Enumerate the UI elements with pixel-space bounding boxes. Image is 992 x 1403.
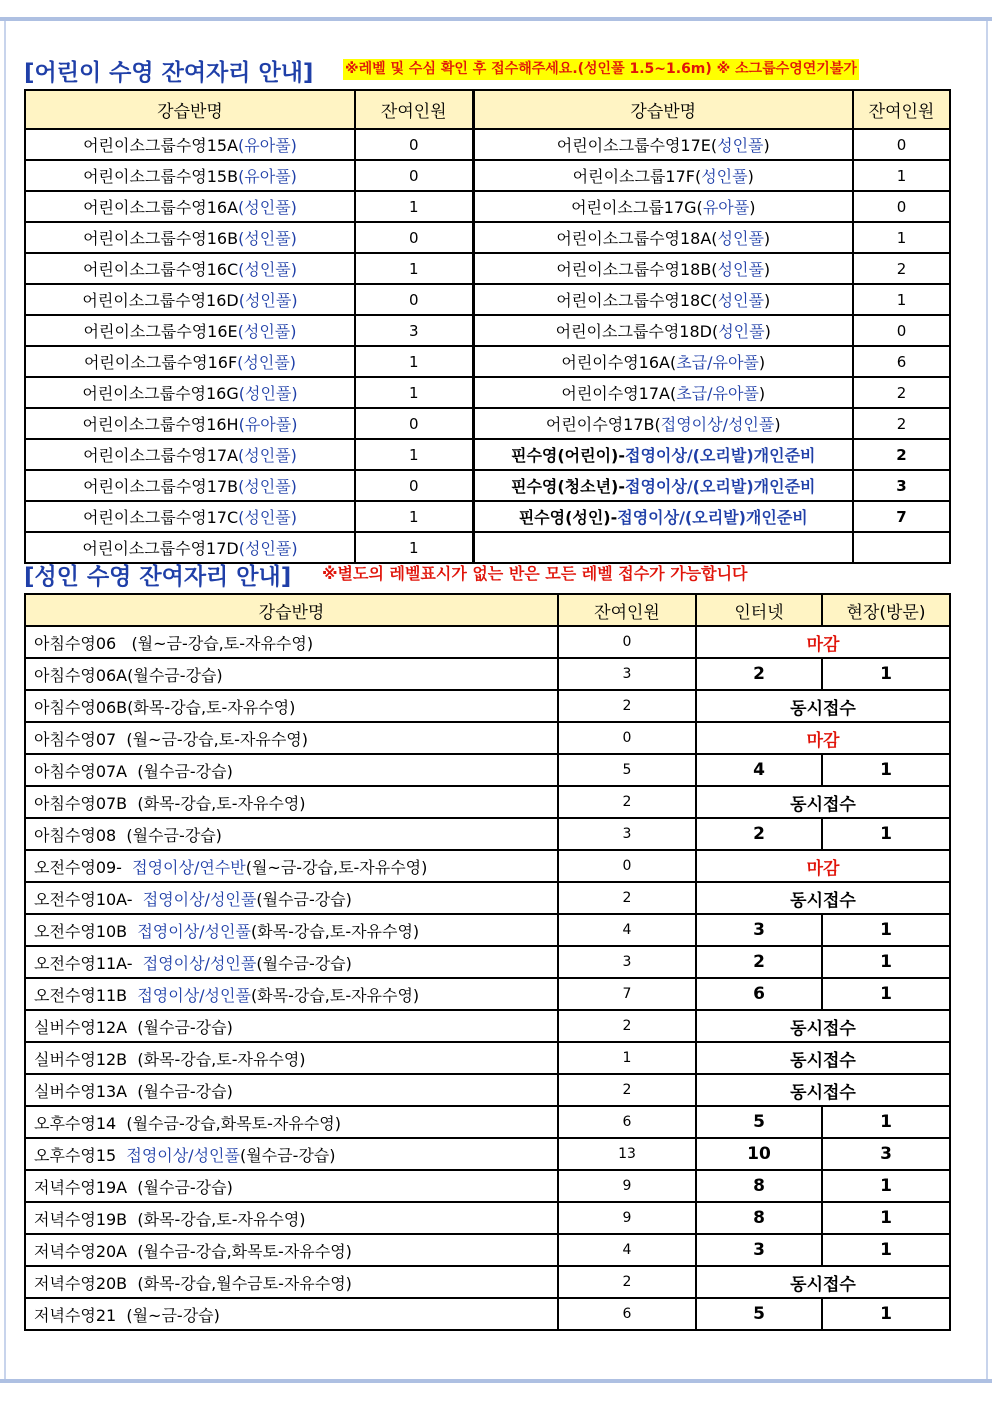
class-name: 어린이소그룹17G( xyxy=(571,198,703,217)
class-name-cell xyxy=(25,722,558,754)
left-border xyxy=(4,21,6,1379)
class-name-cell xyxy=(25,658,558,690)
class-name: 오전수영11B xyxy=(34,985,138,1005)
pool-label: (유아풀) xyxy=(238,167,297,186)
onsite-cell: 1 xyxy=(822,1298,950,1330)
remaining-cell: 2 xyxy=(853,439,950,470)
remaining-cell: 0 xyxy=(853,315,950,346)
class-name: 어린이수영16A( xyxy=(561,353,677,372)
remaining-cell: 9 xyxy=(558,1202,696,1234)
level-label: 접영이상/성인풀 xyxy=(137,921,251,941)
pool-label: (성인풀) xyxy=(238,477,297,496)
class-name: 오전수영11A- xyxy=(34,953,143,973)
header-remaining: 잔여인원 xyxy=(355,90,473,129)
class-name-cell xyxy=(25,1298,558,1330)
class-name-cell xyxy=(25,315,355,346)
remaining-cell: 1 xyxy=(355,501,473,532)
class-name: 어린이소그룹수영17D xyxy=(82,539,239,558)
internet-cell: 2 xyxy=(696,946,822,978)
onsite-cell: 3 xyxy=(822,1138,950,1170)
pool-label: (성인풀) xyxy=(238,446,297,465)
kids-section-note: ※레벨 및 수심 확인 후 접수해주세요.(성인풀 1.5~1.6m) ※ 소그룹수영연기불가 xyxy=(343,59,859,80)
class-name: 핀수영(성인)- xyxy=(518,508,618,527)
class-name-suffix: ) xyxy=(764,291,771,310)
table-row xyxy=(25,1266,950,1298)
table-row xyxy=(25,722,950,754)
class-name: 어린이소그룹수영18B( xyxy=(556,260,718,279)
onsite-cell: 1 xyxy=(822,1106,950,1138)
remaining-cell: 13 xyxy=(558,1138,696,1170)
status-cell: 마감 xyxy=(696,850,950,882)
remaining-cell: 6 xyxy=(558,1106,696,1138)
internet-cell: 3 xyxy=(696,914,822,946)
table-row xyxy=(25,786,950,818)
remaining-cell: 7 xyxy=(853,501,950,532)
remaining-cell: 1 xyxy=(355,532,473,563)
class-name-suffix: ) xyxy=(758,384,766,403)
class-name-cell xyxy=(25,1042,558,1074)
onsite-cell: 1 xyxy=(822,754,950,786)
class-name: 어린이소그룹수영16B xyxy=(83,229,239,248)
remaining-cell: 6 xyxy=(853,346,950,377)
table-row xyxy=(25,1138,950,1170)
onsite-cell: 1 xyxy=(822,1170,950,1202)
class-name: 어린이소그룹수영17E( xyxy=(556,136,718,155)
level-label: 접영이상/성인풀 xyxy=(142,953,257,973)
class-name-cell xyxy=(473,439,853,470)
onsite-cell: 1 xyxy=(822,978,950,1010)
remaining-cell: 2 xyxy=(853,377,950,408)
level-label: 성인풀 xyxy=(717,291,765,310)
onsite-cell: 1 xyxy=(822,818,950,850)
remaining-cell: 3 xyxy=(355,315,473,346)
level-label: 성인풀 xyxy=(717,136,764,155)
internet-cell: 2 xyxy=(696,818,822,850)
class-name-cell xyxy=(473,315,853,346)
class-name-suffix: ) xyxy=(764,322,771,341)
table-row xyxy=(25,1234,950,1266)
remaining-cell: 1 xyxy=(355,377,473,408)
schedule-label: (화목-강습,토-자유수영) xyxy=(250,985,420,1005)
class-name-cell xyxy=(25,978,558,1010)
table-row xyxy=(25,882,950,914)
level-label: 성인풀 xyxy=(717,260,764,279)
status-cell: 동시접수 xyxy=(696,690,950,722)
class-name-cell xyxy=(473,284,853,315)
class-name-cell xyxy=(473,532,853,563)
adult-vacancy-table xyxy=(24,593,951,1331)
kids-section-title: [어린이 수영 잔여자리 안내] xyxy=(24,60,314,86)
class-name: 어린이소그룹수영18A( xyxy=(556,229,718,248)
class-name: 아침수영06 (월~금-강습,토-자유수영) xyxy=(34,633,314,653)
class-name: 아침수영08 (월수금-강습) xyxy=(34,825,222,845)
table-row xyxy=(25,1042,950,1074)
onsite-cell: 1 xyxy=(822,658,950,690)
header-remaining: 잔여인원 xyxy=(558,594,696,626)
level-label: 접영이상/성인풀 xyxy=(137,985,251,1005)
level-label: 초급/유아풀 xyxy=(676,384,759,403)
remaining-cell: 2 xyxy=(853,253,950,284)
table-row xyxy=(25,129,950,160)
class-name-cell xyxy=(25,690,558,722)
class-name: 아침수영06B(화목-강습,토-자유수영) xyxy=(34,697,296,717)
table-row xyxy=(25,754,950,786)
class-name: 어린이소그룹수영16C xyxy=(82,260,239,279)
class-name: 어린이소그룹수영16D xyxy=(82,291,239,310)
remaining-cell: 0 xyxy=(558,722,696,754)
level-label: 초급/유아풀 xyxy=(676,353,759,372)
pool-label: (성인풀) xyxy=(237,353,297,372)
header-class: 강습반명 xyxy=(25,594,558,626)
class-name-cell xyxy=(25,818,558,850)
remaining-cell: 2 xyxy=(558,1074,696,1106)
class-name-cell xyxy=(473,222,853,253)
pool-label: (성인풀) xyxy=(238,508,298,527)
class-name-cell xyxy=(25,946,558,978)
remaining-cell: 0 xyxy=(355,160,473,191)
remaining-cell: 1 xyxy=(558,1042,696,1074)
class-name: 아침수영07B (화목-강습,토-자유수영) xyxy=(34,793,306,813)
internet-cell: 6 xyxy=(696,978,822,1010)
internet-cell: 8 xyxy=(696,1202,822,1234)
level-label: 성인풀 xyxy=(717,229,764,248)
class-name-cell xyxy=(25,439,355,470)
onsite-cell: 1 xyxy=(822,946,950,978)
remaining-cell: 3 xyxy=(558,946,696,978)
status-cell: 동시접수 xyxy=(696,1010,950,1042)
remaining-cell: 0 xyxy=(355,470,473,501)
adult-header-row xyxy=(25,594,950,626)
remaining-cell: 4 xyxy=(558,1234,696,1266)
internet-cell: 10 xyxy=(696,1138,822,1170)
class-name: 저녁수영19A (월수금-강습) xyxy=(34,1177,233,1197)
pool-label: (성인풀) xyxy=(238,384,298,403)
class-name: 어린이소그룹수영16F xyxy=(83,353,238,372)
class-name: 핀수영(어린이)- xyxy=(510,446,625,465)
class-name-cell xyxy=(473,253,853,284)
table-row xyxy=(25,1170,950,1202)
class-name: 아침수영06A(월수금-강습) xyxy=(34,665,223,685)
class-name-cell xyxy=(25,408,355,439)
class-name-cell xyxy=(25,882,558,914)
class-name-cell xyxy=(25,346,355,377)
remaining-cell: 0 xyxy=(853,191,950,222)
class-name: 핀수영(청소년)- xyxy=(510,477,625,496)
table-row xyxy=(25,690,950,722)
status-cell: 동시접수 xyxy=(696,882,950,914)
class-name: 어린이소그룹17F( xyxy=(572,167,702,186)
class-name: 어린이소그룹수영16E xyxy=(83,322,238,341)
class-name-cell xyxy=(473,346,853,377)
remaining-cell: 0 xyxy=(853,129,950,160)
table-row xyxy=(25,914,950,946)
table-row xyxy=(25,1106,950,1138)
internet-cell: 4 xyxy=(696,754,822,786)
table-row xyxy=(25,978,950,1010)
schedule-label: (월수금-강습) xyxy=(239,1145,336,1165)
class-name: 저녁수영21 (월~금-강습) xyxy=(34,1305,220,1325)
class-name-cell xyxy=(25,1138,558,1170)
table-row xyxy=(25,377,950,408)
remaining-cell: 2 xyxy=(853,408,950,439)
remaining-cell: 1 xyxy=(355,253,473,284)
class-name-cell xyxy=(25,377,355,408)
remaining-cell: 3 xyxy=(558,818,696,850)
remaining-cell: 7 xyxy=(558,978,696,1010)
pool-label: (유아풀) xyxy=(238,415,298,434)
remaining-cell: 1 xyxy=(853,160,950,191)
class-name-suffix: ) xyxy=(774,415,781,434)
internet-cell: 8 xyxy=(696,1170,822,1202)
status-cell: 동시접수 xyxy=(696,1042,950,1074)
table-row xyxy=(25,160,950,191)
remaining-cell: 5 xyxy=(558,754,696,786)
level-label: 접영이상/(오리발)개인준비 xyxy=(625,446,816,465)
remaining-cell: 4 xyxy=(558,914,696,946)
class-name-cell xyxy=(25,914,558,946)
class-name: 실버수영13A (월수금-강습) xyxy=(34,1081,233,1101)
class-name: 저녁수영19B (화목-강습,토-자유수영) xyxy=(34,1209,306,1229)
class-name: 어린이소그룹수영18D( xyxy=(555,322,719,341)
table-row xyxy=(25,1010,950,1042)
table-row xyxy=(25,439,950,470)
table-row xyxy=(25,470,950,501)
class-name-cell xyxy=(473,408,853,439)
pool-label: (성인풀) xyxy=(238,260,298,279)
class-name: 어린이소그룹수영18C( xyxy=(556,291,718,310)
schedule-label: (월수금-강습) xyxy=(256,953,352,973)
class-name-cell xyxy=(473,377,853,408)
class-name: 오전수영09- xyxy=(34,857,133,877)
class-name: 어린이수영17A( xyxy=(561,384,677,403)
class-name-cell xyxy=(473,501,853,532)
pool-label: (성인풀) xyxy=(238,198,297,217)
class-name-cell xyxy=(25,253,355,284)
table-row xyxy=(25,191,950,222)
table-row xyxy=(25,346,950,377)
kids-vacancy-table xyxy=(24,89,951,564)
remaining-cell: 2 xyxy=(558,882,696,914)
remaining-cell: 2 xyxy=(558,690,696,722)
remaining-cell: 2 xyxy=(558,1010,696,1042)
class-name-cell xyxy=(25,754,558,786)
header-class: 강습반명 xyxy=(473,90,853,129)
remaining-cell: 1 xyxy=(853,284,950,315)
class-name: 실버수영12A (월수금-강습) xyxy=(34,1017,233,1037)
remaining-cell: 0 xyxy=(355,222,473,253)
remaining-cell: 0 xyxy=(558,850,696,882)
class-name-cell xyxy=(25,191,355,222)
class-name-cell xyxy=(25,1010,558,1042)
class-name: 어린이소그룹수영17B xyxy=(83,477,239,496)
class-name: 어린이소그룹수영16A xyxy=(83,198,239,217)
remaining-cell: 0 xyxy=(355,129,473,160)
level-label: 접영이상/성인풀 xyxy=(660,415,775,434)
header-onsite: 현장(방문) xyxy=(822,594,950,626)
internet-cell: 2 xyxy=(696,658,822,690)
table-row xyxy=(25,946,950,978)
class-name-cell xyxy=(25,1234,558,1266)
table-row xyxy=(25,818,950,850)
table-row xyxy=(25,253,950,284)
table-row xyxy=(25,626,950,658)
class-name: 오후수영15 xyxy=(34,1145,127,1165)
class-name-suffix: ) xyxy=(763,260,771,279)
table-row xyxy=(25,1202,950,1234)
schedule-label: (월~금-강습,토-자유수영) xyxy=(245,857,428,877)
remaining-cell: 1 xyxy=(355,191,473,222)
class-name-cell xyxy=(25,1106,558,1138)
internet-cell: 3 xyxy=(696,1234,822,1266)
class-name-cell xyxy=(473,470,853,501)
remaining-cell: 3 xyxy=(853,470,950,501)
class-name: 어린이소그룹수영15A xyxy=(83,136,239,155)
table-row xyxy=(25,658,950,690)
remaining-cell: 1 xyxy=(355,439,473,470)
class-name: 어린이소그룹수영15B xyxy=(83,167,239,186)
class-name: 아침수영07A (월수금-강습) xyxy=(34,761,233,781)
status-cell: 동시접수 xyxy=(696,786,950,818)
pool-label: (성인풀) xyxy=(237,322,297,341)
class-name-suffix: ) xyxy=(749,198,756,217)
remaining-cell: 2 xyxy=(558,1266,696,1298)
class-name-cell xyxy=(25,786,558,818)
table-row xyxy=(25,315,950,346)
level-label: 접영이상/연수반 xyxy=(132,857,246,877)
level-label: 성인풀 xyxy=(718,322,765,341)
class-name-cell xyxy=(25,1202,558,1234)
class-name-suffix: ) xyxy=(758,353,766,372)
remaining-cell: 2 xyxy=(558,786,696,818)
table-row xyxy=(25,1074,950,1106)
class-name-cell xyxy=(25,470,355,501)
remaining-cell xyxy=(853,532,950,563)
class-name-cell xyxy=(25,501,355,532)
class-name-cell xyxy=(473,129,853,160)
top-border xyxy=(0,17,992,21)
class-name: 실버수영12B (화목-강습,토-자유수영) xyxy=(34,1049,306,1069)
remaining-cell: 1 xyxy=(853,222,950,253)
class-name: 어린이소그룹수영16H xyxy=(82,415,239,434)
remaining-cell: 1 xyxy=(355,346,473,377)
class-name: 오전수영10B xyxy=(34,921,138,941)
remaining-cell: 3 xyxy=(558,658,696,690)
status-cell: 마감 xyxy=(696,722,950,754)
schedule-label: (월수금-강습) xyxy=(256,889,352,909)
remaining-cell: 6 xyxy=(558,1298,696,1330)
class-name-suffix: ) xyxy=(763,229,771,248)
class-name: 어린이수영17B( xyxy=(545,415,661,434)
class-name-cell xyxy=(473,191,853,222)
class-name-cell xyxy=(25,1074,558,1106)
class-name-cell xyxy=(25,222,355,253)
schedule-label: (화목-강습,토-자유수영) xyxy=(250,921,420,941)
class-name: 저녁수영20B (화목-강습,월수금토-자유수영) xyxy=(34,1273,352,1293)
class-name-cell xyxy=(25,626,558,658)
class-name: 저녁수영20A (월수금-강습,화목토-자유수영) xyxy=(34,1241,352,1261)
header-remaining: 잔여인원 xyxy=(853,90,950,129)
class-name: 어린이소그룹수영17A xyxy=(83,446,239,465)
status-cell: 마감 xyxy=(696,626,950,658)
pool-label: (성인풀) xyxy=(238,229,297,248)
onsite-cell: 1 xyxy=(822,1234,950,1266)
pool-label: (유아풀) xyxy=(238,136,297,155)
header-internet: 인터넷 xyxy=(696,594,822,626)
remaining-cell: 0 xyxy=(355,284,473,315)
header-class: 강습반명 xyxy=(25,90,355,129)
onsite-cell: 1 xyxy=(822,914,950,946)
status-cell: 동시접수 xyxy=(696,1266,950,1298)
class-name: 어린이소그룹수영16G xyxy=(82,384,239,403)
class-name: 아침수영07 (월~금-강습,토-자유수영) xyxy=(34,729,308,749)
remaining-cell: 9 xyxy=(558,1170,696,1202)
table-row xyxy=(25,222,950,253)
pool-label: (성인풀) xyxy=(238,539,298,558)
level-label: 성인풀 xyxy=(701,167,748,186)
table-row xyxy=(25,284,950,315)
level-label: 유아풀 xyxy=(702,198,750,217)
bottom-border xyxy=(0,1379,992,1383)
class-name-cell xyxy=(25,850,558,882)
table-row xyxy=(25,1298,950,1330)
pool-label: (성인풀) xyxy=(238,291,298,310)
class-name: 어린이소그룹수영17C xyxy=(82,508,239,527)
class-name: 오후수영14 (월수금-강습,화목토-자유수영) xyxy=(34,1113,341,1133)
right-border xyxy=(986,21,988,1379)
class-name-suffix: ) xyxy=(747,167,754,186)
onsite-cell: 1 xyxy=(822,1202,950,1234)
class-name-suffix: ) xyxy=(763,136,770,155)
kids-header-row xyxy=(25,90,950,129)
level-label: 접영이상/(오리발)개인준비 xyxy=(617,508,808,527)
table-row xyxy=(25,408,950,439)
class-name: 오전수영10A- xyxy=(34,889,143,909)
internet-cell: 5 xyxy=(696,1106,822,1138)
class-name-cell xyxy=(25,1266,558,1298)
adult-section-title: [성인 수영 잔여자리 안내] xyxy=(24,564,292,590)
class-name-cell xyxy=(25,160,355,191)
class-name-cell xyxy=(25,1170,558,1202)
level-label: 접영이상/성인풀 xyxy=(126,1145,240,1165)
class-name-cell xyxy=(25,129,355,160)
level-label: 접영이상/성인풀 xyxy=(142,889,257,909)
status-cell: 동시접수 xyxy=(696,1074,950,1106)
table-row xyxy=(25,850,950,882)
class-name-cell xyxy=(473,160,853,191)
table-row xyxy=(25,501,950,532)
class-name-cell xyxy=(25,284,355,315)
level-label: 접영이상/(오리발)개인준비 xyxy=(625,477,816,496)
remaining-cell: 0 xyxy=(558,626,696,658)
adult-section-note: ※별도의 레벨표시가 없는 반은 모든 레벨 접수가 가능합니다 xyxy=(322,564,748,583)
internet-cell: 5 xyxy=(696,1298,822,1330)
remaining-cell: 0 xyxy=(355,408,473,439)
